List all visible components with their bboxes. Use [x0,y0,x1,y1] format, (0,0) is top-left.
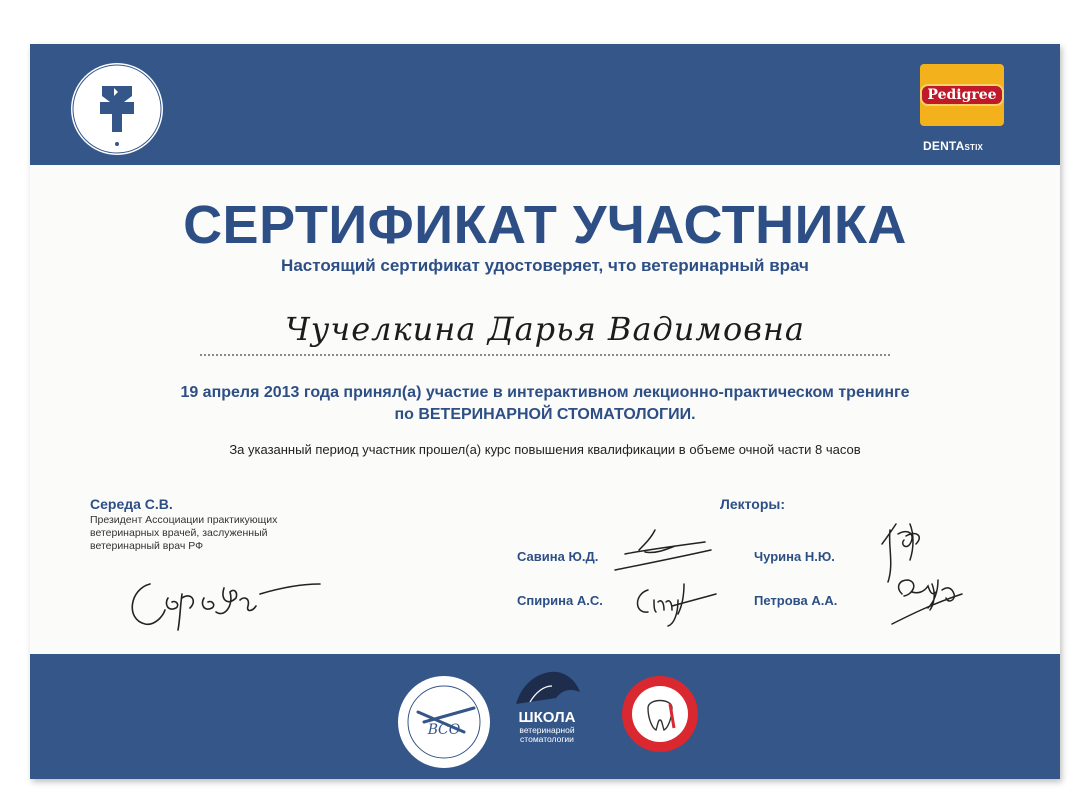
school-subtitle: ветеринарной стоматологии [519,725,575,744]
lecturers-heading: Лекторы: [720,496,786,512]
certificate-title: СЕРТИФИКАТ УЧАСТНИКА [183,195,907,255]
pedigree-logo-text: Pedigree [920,84,1003,106]
lecturer-name-savina: Савина Ю.Д. [517,549,599,564]
header-band [30,44,1060,165]
lecturer-name-spirina: Спирина А.С. [517,593,603,608]
qualification-text: За указанный период участник прошел(а) курс повышения квалификации в объеме очной части 8 часов [229,442,861,457]
signature-churina-petrova [872,514,982,634]
dentastix-sub: STIX [964,143,984,152]
training-subject: по ВЕТЕРИНАРНОЙ СТОМАТОЛОГИИ. [394,406,696,423]
lecturer-name-churina: Чурина Н.Ю. [754,549,835,564]
lecturer-name-petrova: Петрова А.А. [754,593,838,608]
certificate-sheet [30,44,1060,779]
participation-text: 19 апреля 2013 года принял(а) участие в интерактивном лекционно-практическом тренинге [180,384,910,401]
president-description: Президент Ассоциации практикующих ветеринарных врачей, заслуженный ветеринарный врач РФ [90,514,278,552]
signature-spirina [628,572,718,632]
school-logo-icon [510,668,584,708]
president-name: Середа С.В. [90,496,173,512]
certificate-subtitle: Настоящий сертификат удостоверяет, что ветеринарный врач [281,256,809,275]
recipient-name: Чучелкина Дарья Вадимовна [285,310,805,348]
school-title: ШКОЛА [518,709,576,726]
name-underline [200,354,890,356]
vso-abbr: ВСО [427,722,461,738]
association-logo [70,62,164,156]
dentastix-main: DENTA [923,139,965,153]
dentastix-logo [923,139,983,153]
pedigree-logo [920,64,1004,126]
vso-logo [394,672,494,772]
president-signature [120,564,330,634]
dentalvet-logo [620,674,700,754]
